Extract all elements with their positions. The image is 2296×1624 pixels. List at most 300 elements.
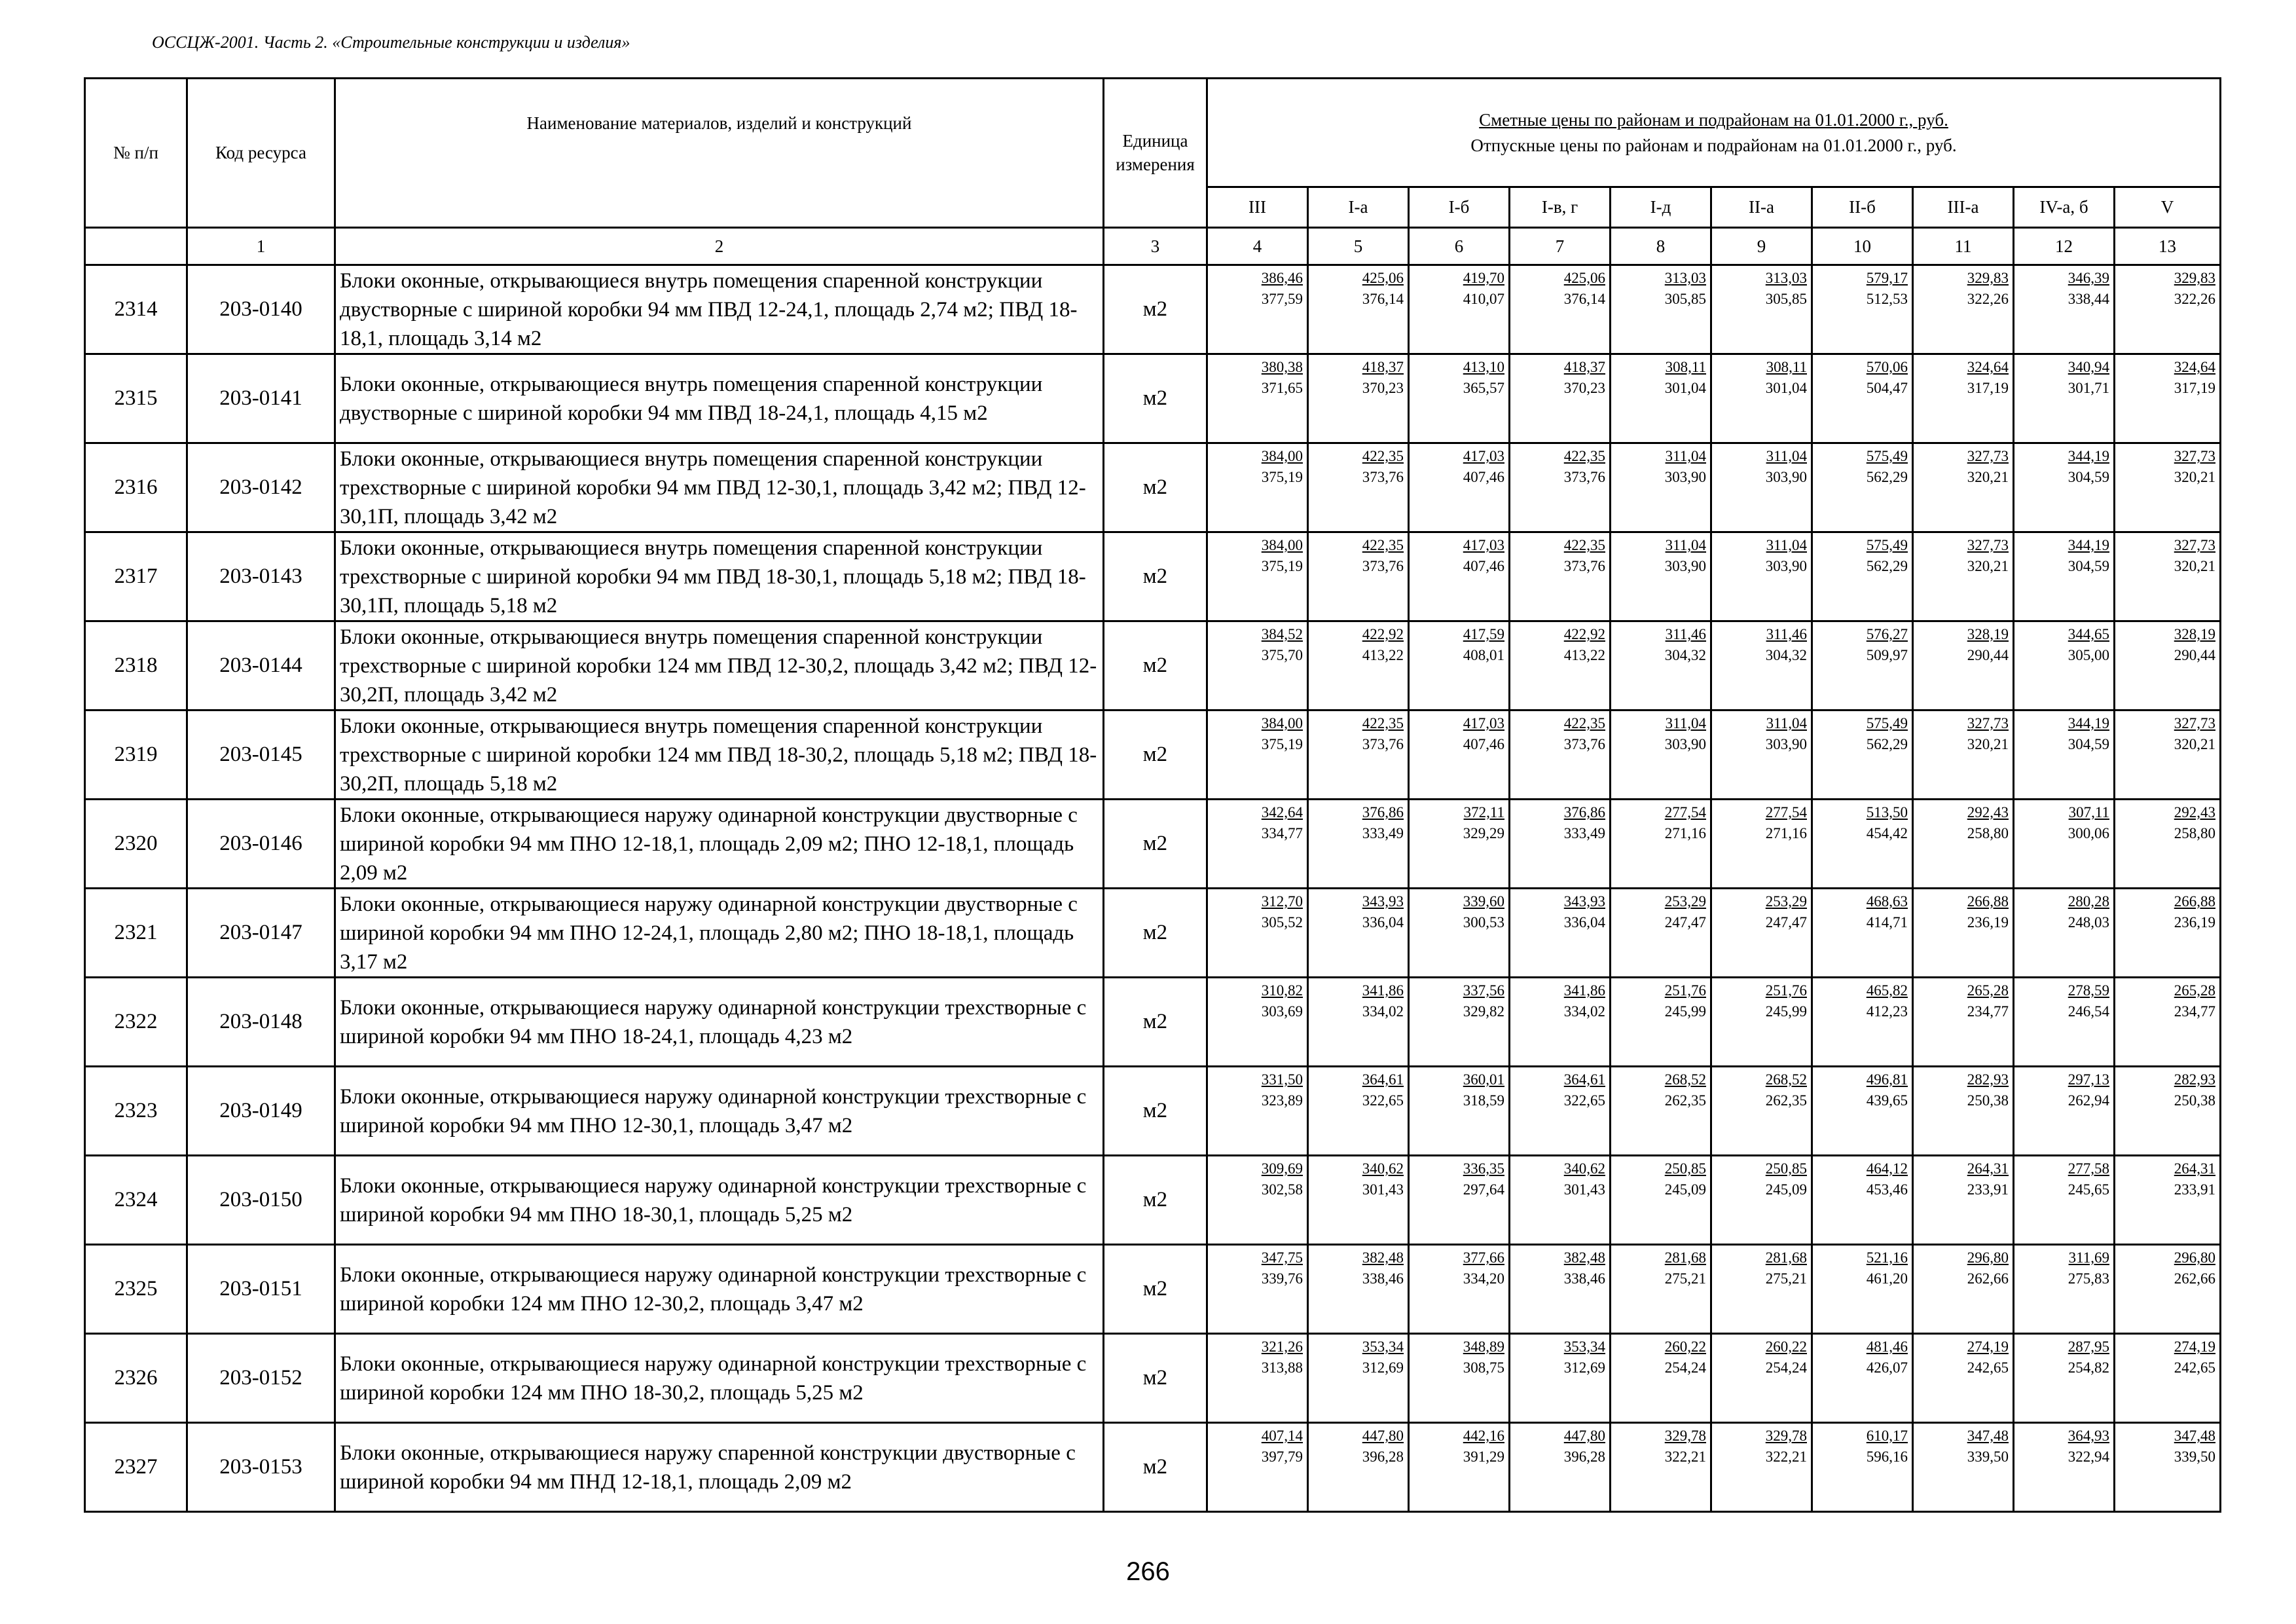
price-cell [1510, 1423, 1611, 1512]
price-cell [2115, 354, 2221, 443]
release-price: 262,35 [1765, 1092, 1807, 1109]
release-price: 322,65 [1563, 1092, 1605, 1109]
unit-cell: м2 [1104, 1067, 1207, 1156]
estimate-price: 312,70 [1261, 893, 1303, 910]
estimate-price: 342,64 [1261, 804, 1303, 821]
column-header-num: № п/п [85, 79, 187, 228]
release-price: 301,43 [1563, 1181, 1605, 1198]
item-name: Блоки оконные, открывающиеся наружу одинарной конструкции трехстворные с шириной коробки 94 мм ПНО 18-24,1, площадь 4,23 м2 [335, 978, 1104, 1067]
release-price: 301,04 [1765, 380, 1807, 396]
estimate-price: 364,93 [2068, 1428, 2109, 1444]
estimate-price: 340,94 [2068, 359, 2109, 375]
estimate-price: 347,48 [2174, 1428, 2215, 1444]
release-price: 329,29 [1463, 825, 1504, 841]
price-cell [1308, 1156, 1409, 1245]
price-cell [1913, 265, 2014, 354]
estimate-price: 353,34 [1563, 1338, 1605, 1355]
release-price: 297,64 [1463, 1181, 1504, 1198]
release-price: 375,19 [1261, 469, 1303, 485]
estimate-price: 296,80 [2174, 1249, 2215, 1266]
price-cell [1409, 621, 1510, 710]
release-price: 250,38 [2174, 1092, 2215, 1109]
estimate-price: 341,86 [1563, 982, 1605, 999]
estimate-price: 377,66 [1463, 1249, 1504, 1266]
estimate-price: 513,50 [1866, 804, 1908, 821]
release-price: 375,19 [1261, 558, 1303, 574]
release-price: 254,24 [1765, 1359, 1807, 1376]
price-cell [2115, 621, 2221, 710]
price-cell [1207, 1156, 1308, 1245]
item-name: Блоки оконные, открывающиеся внутрь помещения спаренной конструкции трехстворные с шириной коробки 124 мм ПВД 12-30,2, площадь 3,42 м2; ПВД 12-30,2П, площадь 3,42 м2 [335, 621, 1104, 710]
estimate-price: 422,35 [1362, 537, 1404, 553]
region-header: I-б [1409, 187, 1510, 228]
column-header-name: Наименование материалов, изделий и конструкций [335, 79, 1104, 228]
release-price: 300,53 [1463, 914, 1504, 931]
price-cell [1308, 354, 1409, 443]
release-price: 509,97 [1866, 647, 1908, 663]
item-name: Блоки оконные, открывающиеся наружу спаренной конструкции двустворные с шириной коробки 94 мм ПНД 12-18,1, площадь 2,09 м2 [335, 1423, 1104, 1512]
resource-code: 203-0141 [187, 354, 335, 443]
release-price: 461,20 [1866, 1270, 1908, 1287]
item-name: Блоки оконные, открывающиеся внутрь помещения спаренной конструкции двустворные с шириной коробки 94 мм ПВД 12-24,1, площадь 2,74 м2; ПВД 18-18,1, площадь 3,14 м2 [335, 265, 1104, 354]
price-cell [1812, 1423, 1913, 1512]
price-cell [1711, 1334, 1812, 1423]
release-price: 371,65 [1261, 380, 1303, 396]
estimate-price: 347,75 [1261, 1249, 1303, 1266]
release-price: 312,69 [1563, 1359, 1605, 1376]
estimate-price: 364,61 [1563, 1071, 1605, 1088]
release-price: 275,21 [1765, 1270, 1807, 1287]
resource-code: 203-0144 [187, 621, 335, 710]
row-number: 2316 [85, 443, 187, 532]
row-number: 2314 [85, 265, 187, 354]
column-index-cell: 7 [1510, 228, 1611, 265]
row-number: 2323 [85, 1067, 187, 1156]
release-price: 373,76 [1563, 736, 1605, 752]
price-cell [1711, 710, 1812, 800]
release-price: 408,01 [1463, 647, 1504, 663]
release-price: 373,76 [1563, 469, 1605, 485]
estimate-price: 348,89 [1463, 1338, 1504, 1355]
price-cell [1409, 710, 1510, 800]
release-price: 365,57 [1463, 380, 1504, 396]
resource-code: 203-0145 [187, 710, 335, 800]
resource-code: 203-0151 [187, 1245, 335, 1334]
release-price: 303,90 [1664, 736, 1706, 752]
release-price: 304,32 [1765, 647, 1807, 663]
estimate-price: 264,31 [1967, 1160, 2009, 1177]
release-price: 407,46 [1463, 736, 1504, 752]
release-price: 334,20 [1463, 1270, 1504, 1287]
price-cell [1308, 978, 1409, 1067]
estimate-price: 268,52 [1765, 1071, 1807, 1088]
region-header: III-а [1913, 187, 2014, 228]
release-price: 236,19 [2174, 914, 2215, 931]
estimate-price: 266,88 [2174, 893, 2215, 910]
estimate-price: 610,17 [1866, 1428, 1908, 1444]
price-cell [1308, 1245, 1409, 1334]
row-number: 2320 [85, 800, 187, 889]
release-price: 373,76 [1362, 558, 1404, 574]
price-cell [1207, 800, 1308, 889]
region-header: III [1207, 187, 1308, 228]
price-cell [1711, 532, 1812, 621]
release-price: 562,29 [1866, 736, 1908, 752]
price-cell [1812, 265, 1913, 354]
estimate-price: 481,46 [1866, 1338, 1908, 1355]
estimate-price: 419,70 [1463, 270, 1504, 286]
estimate-price: 418,37 [1563, 359, 1605, 375]
estimate-price: 253,29 [1664, 893, 1706, 910]
price-cell [1207, 354, 1308, 443]
release-price: 373,76 [1362, 736, 1404, 752]
page-number: 266 [1126, 1557, 1170, 1586]
estimate-price: 308,11 [1766, 359, 1807, 375]
release-price: 376,14 [1563, 291, 1605, 307]
estimate-price: 313,03 [1765, 270, 1807, 286]
row-number: 2324 [85, 1156, 187, 1245]
price-cell [1913, 354, 2014, 443]
price-cell [1207, 1423, 1308, 1512]
unit-cell: м2 [1104, 443, 1207, 532]
release-price: 322,65 [1362, 1092, 1404, 1109]
column-index-cell: 1 [187, 228, 335, 265]
price-cell [1409, 532, 1510, 621]
estimate-price: 327,73 [2174, 537, 2215, 553]
estimate-price: 417,03 [1463, 537, 1504, 553]
release-price: 303,90 [1664, 469, 1706, 485]
release-price: 391,29 [1463, 1449, 1504, 1465]
estimate-price: 281,68 [1664, 1249, 1706, 1266]
price-cell [1913, 710, 2014, 800]
estimate-price: 344,19 [2068, 537, 2109, 553]
table-row [85, 532, 2221, 621]
row-number: 2327 [85, 1423, 187, 1512]
price-cell [1510, 1156, 1611, 1245]
price-cell [1510, 1067, 1611, 1156]
estimate-price: 417,59 [1463, 626, 1504, 642]
item-name: Блоки оконные, открывающиеся наружу одинарной конструкции трехстворные с шириной коробки 94 мм ПНО 18-30,1, площадь 5,25 м2 [335, 1156, 1104, 1245]
column-index-cell: 5 [1308, 228, 1409, 265]
release-price: 246,54 [2068, 1003, 2109, 1020]
price-cell [1711, 1423, 1812, 1512]
price-cell [1409, 1156, 1510, 1245]
release-price: 334,77 [1261, 825, 1303, 841]
price-cell [1812, 1245, 1913, 1334]
release-price: 233,91 [2174, 1181, 2215, 1198]
release-price: 562,29 [1866, 469, 1908, 485]
release-price: 290,44 [2174, 647, 2215, 663]
resource-code: 203-0140 [187, 265, 335, 354]
estimate-price: 386,46 [1261, 270, 1303, 286]
release-price: 333,49 [1563, 825, 1605, 841]
release-price: 454,42 [1866, 825, 1908, 841]
estimate-price: 311,04 [1766, 537, 1807, 553]
estimate-price: 310,82 [1261, 982, 1303, 999]
estimate-price: 296,80 [1967, 1249, 2009, 1266]
price-cell [1510, 1334, 1611, 1423]
release-price: 317,19 [1967, 380, 2009, 396]
release-price: 338,46 [1563, 1270, 1605, 1287]
table-row [85, 889, 2221, 978]
release-price: 245,09 [1664, 1181, 1706, 1198]
price-cell [1409, 1334, 1510, 1423]
price-cell [2115, 1156, 2221, 1245]
price-cell [1409, 265, 1510, 354]
row-number: 2317 [85, 532, 187, 621]
release-price: 304,59 [2068, 558, 2109, 574]
estimate-price: 311,46 [1766, 626, 1807, 642]
region-header: V [2115, 187, 2221, 228]
price-cell [1409, 443, 1510, 532]
column-index-cell: 13 [2115, 228, 2221, 265]
document-header: ОССЦЖ-2001. Часть 2. «Строительные конструкции и изделия» [152, 33, 630, 52]
price-cell [2115, 1423, 2221, 1512]
release-price: 333,49 [1362, 825, 1404, 841]
price-cell [1812, 443, 1913, 532]
price-cell [1510, 621, 1611, 710]
estimate-price: 324,64 [1967, 359, 2009, 375]
release-price: 322,26 [2174, 291, 2215, 307]
estimate-price: 274,19 [1967, 1338, 2009, 1355]
release-price: 304,32 [1664, 647, 1706, 663]
estimate-price: 384,00 [1261, 537, 1303, 553]
table-row [85, 443, 2221, 532]
estimate-price: 311,46 [1665, 626, 1706, 642]
release-price: 338,46 [1362, 1270, 1404, 1287]
price-cell [1611, 354, 1711, 443]
estimate-price: 340,62 [1362, 1160, 1404, 1177]
price-cell [1812, 889, 1913, 978]
resource-code: 203-0152 [187, 1334, 335, 1423]
price-cell [1913, 443, 2014, 532]
release-price: 248,03 [2068, 914, 2109, 931]
estimate-price: 328,19 [1967, 626, 2009, 642]
price-cell [1308, 800, 1409, 889]
price-cell [1711, 443, 1812, 532]
estimate-price: 277,58 [2068, 1160, 2109, 1177]
estimate-price: 309,69 [1261, 1160, 1303, 1177]
estimate-price: 268,52 [1664, 1071, 1706, 1088]
release-price: 304,59 [2068, 736, 2109, 752]
release-price: 370,23 [1362, 380, 1404, 396]
estimate-price: 422,35 [1563, 715, 1605, 731]
price-cell [2014, 354, 2115, 443]
release-price: 236,19 [1967, 914, 2009, 931]
price-cell [1308, 1423, 1409, 1512]
release-price: 334,02 [1563, 1003, 1605, 1020]
price-cell [1308, 532, 1409, 621]
price-cell [2014, 621, 2115, 710]
release-price: 334,02 [1362, 1003, 1404, 1020]
release-price: 305,52 [1261, 914, 1303, 931]
column-index-blank [85, 228, 187, 265]
release-price: 410,07 [1463, 291, 1504, 307]
item-name: Блоки оконные, открывающиеся внутрь помещения спаренной конструкции двустворные с шириной коробки 94 мм ПВД 18-24,1, площадь 4,15 м2 [335, 354, 1104, 443]
estimate-price: 292,43 [2174, 804, 2215, 821]
estimate-price: 307,11 [2068, 804, 2109, 821]
price-cell [1711, 621, 1812, 710]
release-price: 504,47 [1866, 380, 1908, 396]
price-cell [1308, 889, 1409, 978]
table-row [85, 1067, 2221, 1156]
price-cell [2115, 710, 2221, 800]
estimate-price: 570,06 [1866, 359, 1908, 375]
release-price: 242,65 [2174, 1359, 2215, 1376]
region-header: II-б [1812, 187, 1913, 228]
release-price: 320,21 [2174, 558, 2215, 574]
price-cell [2115, 532, 2221, 621]
estimate-price: 250,85 [1664, 1160, 1706, 1177]
item-name: Блоки оконные, открывающиеся внутрь помещения спаренной конструкции трехстворные с шириной коробки 124 мм ПВД 18-30,2, площадь 5,18 м2; ПВД 18-30,2П, площадь 5,18 м2 [335, 710, 1104, 800]
resource-code: 203-0146 [187, 800, 335, 889]
price-cell [1409, 978, 1510, 1067]
estimate-price: 344,19 [2068, 715, 2109, 731]
region-header: I-д [1611, 187, 1711, 228]
price-cell [1611, 1334, 1711, 1423]
estimate-price: 464,12 [1866, 1160, 1908, 1177]
price-table [84, 77, 2221, 1513]
release-price: 258,80 [2174, 825, 2215, 841]
price-cell [2014, 800, 2115, 889]
column-index-cell: 3 [1104, 228, 1207, 265]
release-price: 338,44 [2068, 291, 2109, 307]
price-cell [1207, 710, 1308, 800]
price-cell [1711, 265, 1812, 354]
estimate-price: 311,04 [1665, 537, 1706, 553]
release-price: 254,82 [2068, 1359, 2109, 1376]
estimate-price: 447,80 [1563, 1428, 1605, 1444]
release-price: 413,22 [1362, 647, 1404, 663]
estimate-price: 329,83 [1967, 270, 2009, 286]
release-price-title: Отпускные цены по районам и подрайонам на 01.01.2000 г., руб. [1470, 135, 1957, 155]
release-price: 254,24 [1664, 1359, 1706, 1376]
release-price: 245,99 [1765, 1003, 1807, 1020]
estimate-price: 422,92 [1362, 626, 1404, 642]
estimate-price: 265,28 [1967, 982, 2009, 999]
estimate-price: 343,93 [1563, 893, 1605, 910]
release-price: 414,71 [1866, 914, 1908, 931]
estimate-price: 321,26 [1261, 1338, 1303, 1355]
release-price: 562,29 [1866, 558, 1908, 574]
price-cell [1913, 1423, 2014, 1512]
price-cell [1409, 1067, 1510, 1156]
estimate-price: 311,69 [2068, 1249, 2109, 1266]
release-price: 396,28 [1362, 1449, 1404, 1465]
price-cell [2115, 1245, 2221, 1334]
release-price: 305,00 [2068, 647, 2109, 663]
unit-cell: м2 [1104, 800, 1207, 889]
release-price: 303,90 [1765, 558, 1807, 574]
release-price: 275,83 [2068, 1270, 2109, 1287]
table-row [85, 265, 2221, 354]
estimate-price: 327,73 [2174, 448, 2215, 464]
estimate-price: 422,35 [1362, 448, 1404, 464]
price-cell [1308, 443, 1409, 532]
resource-code: 203-0143 [187, 532, 335, 621]
estimate-price: 313,03 [1664, 270, 1706, 286]
estimate-price: 336,35 [1463, 1160, 1504, 1177]
price-cell [2115, 1334, 2221, 1423]
price-cell [1611, 621, 1711, 710]
estimate-price: 265,28 [2174, 982, 2215, 999]
release-price: 453,46 [1866, 1181, 1908, 1198]
release-price: 439,65 [1866, 1092, 1908, 1109]
estimate-price: 282,93 [1967, 1071, 2009, 1088]
price-cell [1611, 1245, 1711, 1334]
price-cell [2014, 889, 2115, 978]
unit-cell: м2 [1104, 1245, 1207, 1334]
region-header: I-в, г [1510, 187, 1611, 228]
price-cell [1207, 1067, 1308, 1156]
release-price: 412,23 [1866, 1003, 1908, 1020]
release-price: 397,79 [1261, 1449, 1303, 1465]
release-price: 336,04 [1362, 914, 1404, 931]
unit-cell: м2 [1104, 710, 1207, 800]
release-price: 275,21 [1664, 1270, 1706, 1287]
release-price: 245,09 [1765, 1181, 1807, 1198]
column-header-prices [1207, 79, 2221, 187]
estimate-price: 341,86 [1362, 982, 1404, 999]
price-cell [2115, 978, 2221, 1067]
unit-cell: м2 [1104, 621, 1207, 710]
region-header: I-а [1308, 187, 1409, 228]
release-price: 313,88 [1261, 1359, 1303, 1376]
price-cell [1207, 265, 1308, 354]
item-name: Блоки оконные, открывающиеся наружу одинарной конструкции двустворные с шириной коробки 94 мм ПНО 12-18,1, площадь 2,09 м2; ПНО 12-18,1, площадь 2,09 м2 [335, 800, 1104, 889]
price-cell [1308, 621, 1409, 710]
price-cell [1207, 621, 1308, 710]
release-price: 247,47 [1664, 914, 1706, 931]
price-cell [1913, 889, 2014, 978]
estimate-price: 442,16 [1463, 1428, 1504, 1444]
column-index-cell: 9 [1711, 228, 1812, 265]
price-cell [1510, 443, 1611, 532]
release-price: 339,50 [2174, 1449, 2215, 1465]
estimate-price: 329,78 [1664, 1428, 1706, 1444]
price-cell [1611, 532, 1711, 621]
estimate-price: 344,65 [2068, 626, 2109, 642]
estimate-price: 360,01 [1463, 1071, 1504, 1088]
estimate-price: 417,03 [1463, 448, 1504, 464]
price-cell [2014, 532, 2115, 621]
header-row [85, 79, 2221, 187]
price-cell [1812, 1156, 1913, 1245]
item-name: Блоки оконные, открывающиеся наружу одинарной конструкции трехстворные с шириной коробки 124 мм ПНО 18-30,2, площадь 5,25 м2 [335, 1334, 1104, 1423]
estimate-price: 251,76 [1765, 982, 1807, 999]
row-number: 2318 [85, 621, 187, 710]
estimate-price: 328,19 [2174, 626, 2215, 642]
estimate-price: 277,54 [1664, 804, 1706, 821]
estimate-price: 364,61 [1362, 1071, 1404, 1088]
unit-cell: м2 [1104, 1423, 1207, 1512]
price-cell [1611, 978, 1711, 1067]
release-price: 302,58 [1261, 1181, 1303, 1198]
release-price: 308,75 [1463, 1359, 1504, 1376]
price-cell [1611, 1156, 1711, 1245]
price-cell [2014, 1334, 2115, 1423]
release-price: 258,80 [1967, 825, 2009, 841]
release-price: 373,76 [1362, 469, 1404, 485]
estimate-price: 327,73 [1967, 537, 2009, 553]
row-number: 2319 [85, 710, 187, 800]
resource-code: 203-0150 [187, 1156, 335, 1245]
price-cell [1510, 800, 1611, 889]
price-cell [1711, 1245, 1812, 1334]
estimate-price: 576,27 [1866, 626, 1908, 642]
release-price: 301,71 [2068, 380, 2109, 396]
estimate-price: 344,19 [2068, 448, 2109, 464]
